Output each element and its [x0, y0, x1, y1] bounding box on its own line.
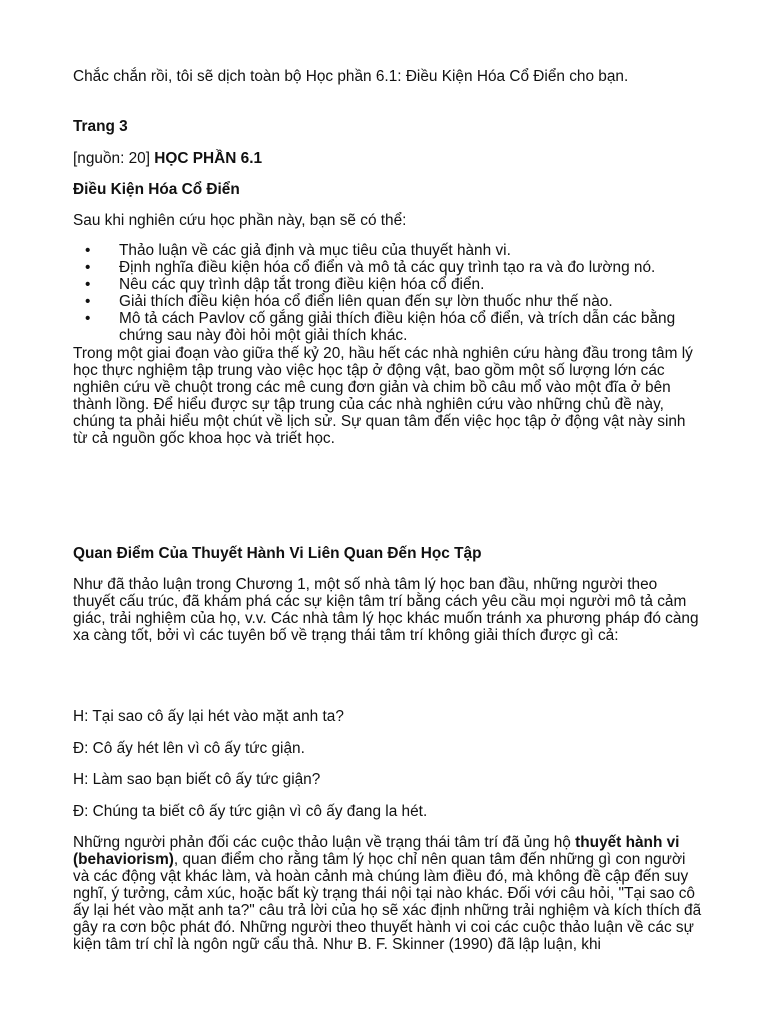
section-heading: Quan Điểm Của Thuyết Hành Vi Liên Quan Đến Học Tập — [73, 545, 482, 562]
source-reference: [nguồn: 20] — [73, 150, 155, 167]
module-heading — [73, 150, 262, 167]
paragraph-1: Trong một giai đoạn vào giữa thế kỷ 20, hầu hết các nhà nghiên cứu hàng đầu trong tâm lý học thực nghiệm tập trung vào việc học tập ở động vật, bao gồm một số lượng lớn các nghiên cứu về chuột trong các mê cung đơn giản và chim bồ câu mổ vào một đĩa ở bên thành lồng. Để hiểu được sự tập trung của các nhà nghiên cứu vào những chủ đề này, chúng ta phải hiểu một chút về lịch sử. Sự quan tâm đến việc học tập ở động vật này sinh từ cả nguồn gốc khoa học và triết học. — [73, 345, 693, 447]
intro-text: Chắc chắn rồi, tôi sẽ dịch toàn bộ Học phần 6.1: Điều Kiện Hóa Cổ Điển cho bạn. — [73, 68, 629, 85]
objectives-intro: Sau khi nghiên cứu học phần này, bạn sẽ có thể: — [73, 212, 407, 229]
dialogue-line-1: H: Tại sao cô ấy lại hét vào mặt anh ta? — [73, 708, 344, 725]
paragraph-2: Như đã thảo luận trong Chương 1, một số nhà tâm lý học ban đầu, những người theo thuyết cấu trúc, đã khám phá các sự kiện tâm trí bằng cách yêu cầu mọi người mô tả cảm giác, trải nghiệm của họ, v.v. Các nhà tâm lý học khác muốn tránh xa phương pháp đó càng xa càng tốt, bởi vì các tuyên bố về trạng thái tâm trí không giải thích được gì cả: — [73, 576, 699, 644]
list-item: • Nêu các quy trình dập tắt trong điều kiện hóa cổ điển. — [85, 276, 485, 293]
paragraph-3: Những người phản đối các cuộc thảo luận về trạng thái tâm trí đã ủng hộ thuyết hành vi (behaviorism), quan điểm cho rằng tâm lý học chỉ nên quan tâm đến những gì con người và các động vật khác làm, và hoàn cảnh mà chúng làm điều đó, mà không đề cập đến suy nghĩ, ý tưởng, cảm xúc, hoặc bất kỳ trạng thái nội tại nào khác. Đối với câu hỏi, "Tại sao cô ấy lại hét vào mặt anh ta?" câu trả lời của họ sẽ xác định những trải nghiệm và kích thích đã gây ra cơn bộc phát đó. Những người theo thuyết hành vi coi các cuộc thảo luận về các sự kiện tâm trí chỉ là ngôn ngữ cẩu thả. Như B. F. Skinner (1990) đã lập luận, khi — [73, 834, 702, 953]
bullet-icon: • — [85, 293, 91, 310]
page-label: Trang 3 — [73, 118, 128, 135]
objectives-list — [73, 242, 703, 344]
list-item: • Thảo luận về các giả định và mục tiêu của thuyết hành vi. — [85, 242, 511, 259]
dialogue-line-4: Đ: Chúng ta biết cô ấy tức giận vì cô ấy đang la hét. — [73, 803, 428, 820]
bullet-icon: • — [85, 310, 91, 327]
list-item: • Định nghĩa điều kiện hóa cổ điển và mô tả các quy trình tạo ra và đo lường nó. — [85, 259, 656, 276]
chapter-title: Điều Kiện Hóa Cổ Điển — [73, 181, 240, 198]
module-title: HỌC PHẦN 6.1 — [154, 150, 263, 167]
bullet-icon: • — [85, 242, 91, 259]
list-item: • Mô tả cách Pavlov cố gắng giải thích điều kiện hóa cổ điển, và trích dẫn các bằng chứng sau này đòi hỏi một giải thích khác. — [85, 310, 676, 344]
dialogue-line-2: Đ: Cô ấy hét lên vì cô ấy tức giận. — [73, 740, 305, 757]
dialogue-line-3: H: Làm sao bạn biết cô ấy tức giận? — [73, 771, 321, 788]
bullet-icon: • — [85, 276, 91, 293]
bullet-icon: • — [85, 259, 91, 276]
behaviorism-term: thuyết hành vi (behaviorism) — [73, 834, 680, 868]
list-item: • Giải thích điều kiện hóa cổ điển liên quan đến sự lờn thuốc như thế nào. — [85, 293, 613, 310]
